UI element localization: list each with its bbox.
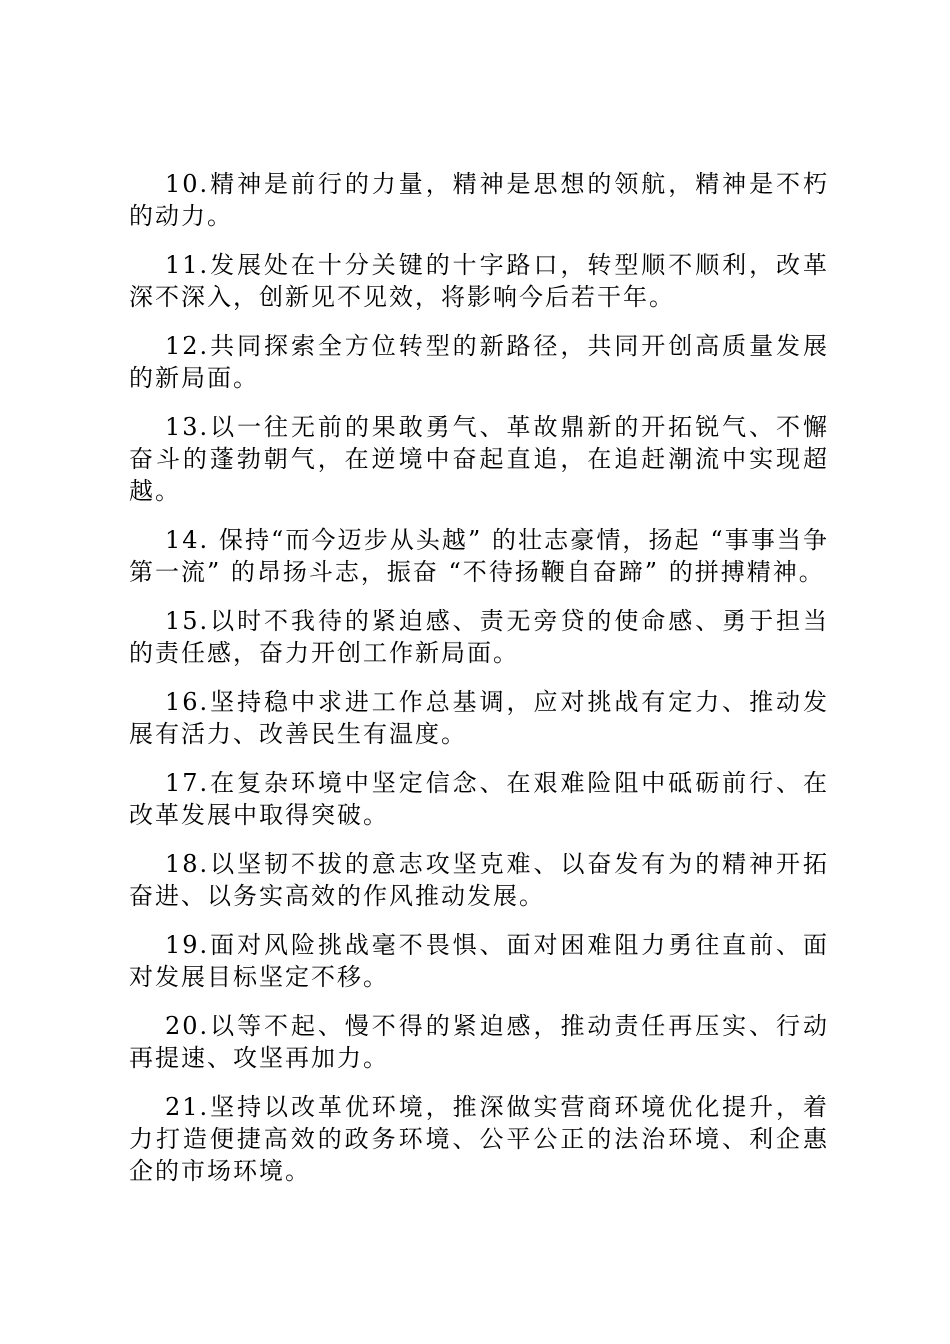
paragraph-19: 19.面对风险挑战毫不畏惧、面对困难阻力勇往直前、面对发展目标坚定不移。 (129, 931, 829, 991)
document-body (129, 168, 829, 1204)
paragraph-10: 10.精神是前行的力量，精神是思想的领航，精神是不朽的动力。 (129, 170, 829, 230)
paragraph-15: 15.以时不我待的紧迫感、责无旁贷的使命感、勇于担当的责任感，奋力开创工作新局面。 (129, 607, 829, 667)
paragraph-20: 20.以等不起、慢不得的紧迫感，推动责任再压实、行动再提速、攻坚再加力。 (129, 1012, 829, 1072)
paragraph-17: 17.在复杂环境中坚定信念、在艰难险阻中砥砺前行、在改革发展中取得突破。 (129, 769, 829, 829)
paragraph-12: 12.共同探索全方位转型的新路径，共同开创高质量发展的新局面。 (129, 332, 829, 392)
paragraph-11: 11.发展处在十分关键的十字路口，转型顺不顺利，改革深不深入，创新见不见效，将影响今后若干年。 (129, 251, 829, 311)
paragraph-21: 21.坚持以改革优环境，推深做实营商环境优化提升，着力打造便捷高效的政务环境、公平公正的法治环境、利企惠企的市场环境。 (129, 1093, 829, 1185)
paragraph-14: 14. 保持“而今迈步从头越” 的壮志豪情，扬起 “事事当争第一流” 的昂扬斗志，振奋 “不待扬鞭自奋蹄” 的拼搏精神。 (129, 526, 829, 586)
paragraph-13: 13.以一往无前的果敢勇气、革故鼎新的开拓锐气、不懈奋斗的蓬勃朝气，在逆境中奋起直追，在追赶潮流中实现超越。 (129, 413, 829, 505)
paragraph-18: 18.以坚韧不拔的意志攻坚克难、以奋发有为的精神开拓奋进、以务实高效的作风推动发展。 (129, 850, 829, 910)
paragraph-16: 16.坚持稳中求进工作总基调，应对挑战有定力、推动发展有活力、改善民生有温度。 (129, 688, 829, 748)
